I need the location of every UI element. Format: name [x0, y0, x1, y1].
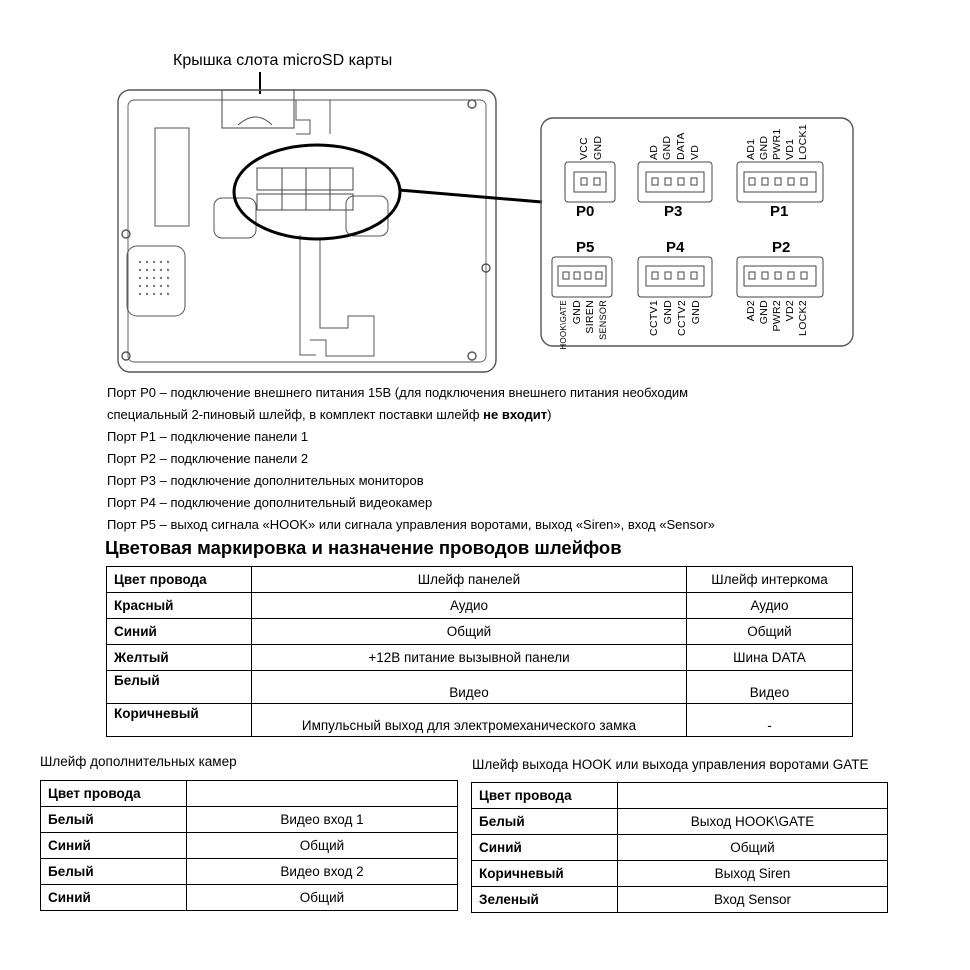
- table-row: [41, 833, 458, 859]
- table-row: [107, 645, 853, 671]
- desc-p0-line2: [107, 404, 967, 426]
- connector-p0: [565, 136, 615, 220]
- p5-pin-2: GND: [571, 300, 583, 325]
- p4-pin-3: CCTV2: [676, 300, 688, 336]
- device-back-diagram: [0, 0, 970, 380]
- cell-panel: Аудио: [252, 593, 687, 619]
- header-empty: [187, 781, 458, 807]
- hook-cable-table: [471, 782, 888, 913]
- cell-panel: Общий: [252, 619, 687, 645]
- highlight-ellipse: [234, 145, 400, 239]
- table-row: [472, 887, 888, 913]
- cell-intercom: Видео: [687, 671, 853, 704]
- table-row: [41, 859, 458, 885]
- table-row: [107, 619, 853, 645]
- p3-pin-2: GND: [661, 135, 673, 160]
- p4-pin-1: CCTV1: [648, 300, 660, 336]
- cell-purpose: Выход HOOK\GATE: [618, 809, 888, 835]
- cell-purpose: Выход Siren: [618, 861, 888, 887]
- camera-cable-title: Шлейф дополнительных камер: [40, 754, 237, 769]
- header-panel-cable: Шлейф панелей: [252, 567, 687, 593]
- p1-pin-3: PWR1: [771, 128, 783, 160]
- hook-cable-title: Шлейф выхода HOOK или выхода управления воротами GATE: [472, 757, 869, 772]
- cell-purpose: Общий: [187, 833, 458, 859]
- port-descriptions: [107, 382, 967, 536]
- desc-p1: Порт P1 – подключение панели 1: [107, 429, 309, 444]
- cell-color: Красный: [107, 593, 252, 619]
- cell-purpose: Видео вход 1: [187, 807, 458, 833]
- wire-color-heading: Цветовая маркировка и назначение проводов шлейфов: [105, 537, 622, 558]
- p0-label: P0: [576, 203, 595, 220]
- connector-p3: [638, 132, 712, 220]
- cell-panel: Импульсный выход для электромеханического замка: [252, 704, 687, 737]
- table-row: [107, 704, 853, 737]
- p3-label: P3: [664, 203, 683, 220]
- cell-color: Синий: [107, 619, 252, 645]
- p1-pin-1: AD1: [745, 138, 757, 160]
- cell-color: Зеленый: [472, 887, 618, 913]
- cell-purpose: Общий: [618, 835, 888, 861]
- cell-color: Белый: [472, 809, 618, 835]
- cell-color: Белый: [41, 859, 187, 885]
- desc-p4: Порт P4 – подключение дополнительный видеокамер: [107, 495, 433, 510]
- desc-p0-line2-bold: не входит: [483, 407, 548, 422]
- microsd-callout-label: Крышка слота microSD карты: [173, 52, 393, 69]
- p1-pin-2: GND: [758, 135, 770, 160]
- header-wire-color: Цвет провода: [107, 567, 252, 593]
- cell-color: Коричневый: [472, 861, 618, 887]
- header-empty: [618, 783, 888, 809]
- speaker-grille-icon: [139, 261, 169, 295]
- cell-purpose: Видео вход 2: [187, 859, 458, 885]
- p3-pin-4: VD: [689, 144, 701, 160]
- cell-color: Синий: [41, 885, 187, 911]
- p4-pin-2: GND: [662, 300, 674, 325]
- p3-pin-3: DATA: [675, 132, 687, 160]
- cell-color: Синий: [472, 835, 618, 861]
- desc-p0-line2-start: специальный 2-пиновый шлейф, в комплект поставки шлейф: [107, 407, 484, 422]
- connector-p4: [638, 239, 712, 336]
- p4-pin-4: GND: [690, 300, 702, 325]
- cell-panel: Видео: [252, 671, 687, 704]
- cell-color: Коричневый: [107, 704, 252, 737]
- cell-intercom: Аудио: [687, 593, 853, 619]
- p1-pin-4: VD1: [784, 138, 796, 160]
- p2-pin-2: GND: [758, 300, 770, 325]
- connector-p1: [737, 124, 823, 220]
- cell-panel: +12В питание вызывной панели: [252, 645, 687, 671]
- header-wire-color: Цвет провода: [41, 781, 187, 807]
- desc-p0-line2-end: ): [547, 407, 552, 422]
- connector-p2: [737, 239, 823, 336]
- p2-pin-5: LOCK2: [797, 300, 809, 336]
- p5-label: P5: [576, 239, 595, 256]
- p2-pin-1: AD2: [745, 300, 757, 322]
- header-intercom-cable: Шлейф интеркома: [687, 567, 853, 593]
- cell-intercom: Общий: [687, 619, 853, 645]
- desc-p3: Порт P3 – подключение дополнительных мониторов: [107, 473, 424, 488]
- p5-pin-1: HOOK\GATE: [559, 300, 568, 350]
- p0-pin-2: GND: [592, 135, 604, 160]
- cell-color: Желтый: [107, 645, 252, 671]
- table-row: [472, 861, 888, 887]
- p5-pin-3: SIREN: [584, 300, 596, 334]
- desc-p2: Порт P2 – подключение панели 2: [107, 451, 309, 466]
- cell-intercom: -: [687, 704, 853, 737]
- cell-color: Синий: [41, 833, 187, 859]
- cell-intercom: Шина DATA: [687, 645, 853, 671]
- p1-pin-5: LOCK1: [797, 124, 809, 160]
- table-row: [472, 809, 888, 835]
- p2-pin-3: PWR2: [771, 300, 783, 332]
- desc-p5: Порт P5 – выход сигнала «HOOK» или сигнала управления воротами, выход «Siren», вход «Sensor»: [107, 517, 715, 532]
- table-row: [41, 807, 458, 833]
- cell-color: Белый: [41, 807, 187, 833]
- table-header-row: [107, 567, 853, 593]
- table-row: [107, 671, 853, 704]
- desc-p0-line1: Порт P0 – подключение внешнего питания 15В (для подключения внешнего питания необходим: [107, 385, 689, 400]
- p1-label: P1: [770, 203, 789, 220]
- p2-pin-4: VD2: [784, 300, 796, 322]
- cell-purpose: Вход Sensor: [618, 887, 888, 913]
- p3-pin-1: AD: [648, 144, 660, 160]
- table-header-row: [41, 781, 458, 807]
- p2-label: P2: [772, 239, 791, 256]
- p5-pin-4: SENSOR: [598, 300, 608, 340]
- cell-purpose: Общий: [187, 885, 458, 911]
- table-row: [41, 885, 458, 911]
- wire-color-table: [106, 566, 853, 737]
- p0-pin-1: VCC: [578, 136, 590, 160]
- camera-cable-table: [40, 780, 458, 911]
- cell-color: Белый: [107, 671, 252, 704]
- header-wire-color: Цвет провода: [472, 783, 618, 809]
- table-row: [107, 593, 853, 619]
- pointer-line: [399, 190, 542, 202]
- connector-p5: [552, 239, 612, 350]
- p4-label: P4: [666, 239, 685, 256]
- table-row: [472, 835, 888, 861]
- device-body: [118, 90, 496, 372]
- device-connector-cluster: [257, 168, 353, 210]
- table-header-row: [472, 783, 888, 809]
